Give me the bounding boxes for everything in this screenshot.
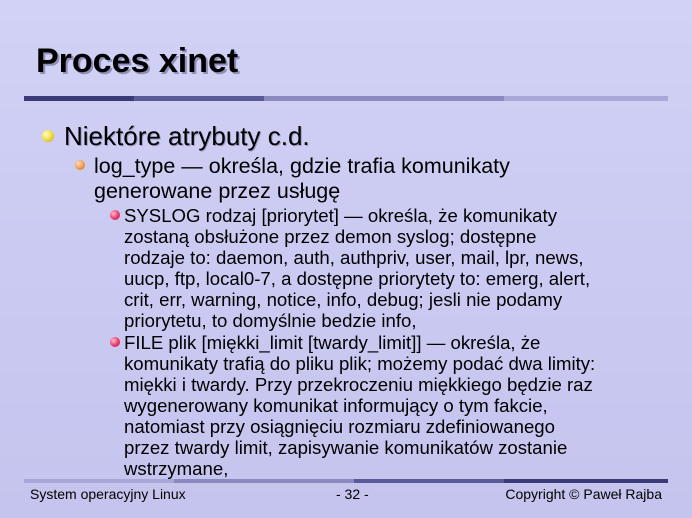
footer-page-number: - 32 - — [336, 486, 369, 502]
orange-ball-bullet-icon — [75, 160, 85, 170]
footer-divider — [0, 479, 692, 485]
level2-bullet-text: log_type — określa, gdzie trafia komunikaty generowane przez usługę — [94, 154, 510, 203]
level3-bullet-text-syslog: SYSLOG rodzaj [priorytet] — określa, że komunikaty zostaną obsłużone przez demon syslog; dostępne rodzaje to: daemon, auth, authpriv, user, mail, lpr, news, uucp, ftp, local0-7, a dostępne priorytety to: emerg, alert, crit, err, warning, notice, info, debug; jesli nie podamy priorytetu, to domyślnie bedzie info, — [124, 205, 591, 331]
footer-copyright: Copyright © Paweł Rajba — [505, 486, 662, 502]
level1-bullet-text: Niektóre atrybuty c.d. — [64, 121, 310, 151]
level3-bullet-text-file: FILE plik [miękki_limit [twardy_limit]] — określa, że komunikaty trafią do pliku plik; możemy podać dwa limity: miękki i twardy. Przy przekroczeniu miękkiego będzie raz wygenerowany komunikat informujący o tym fakcie, natomiast przy osiągnięciu rozmiaru zdefiniowanego przez twardy limit, zapisywanie komunikatów zostanie wstrzymane, — [124, 332, 596, 479]
footer-course-name: System operacyjny Linux — [30, 486, 186, 502]
pink-ball-bullet-icon — [110, 210, 120, 220]
title-divider — [0, 96, 692, 102]
yellow-ball-bullet-icon — [42, 130, 54, 142]
pink-ball-bullet-icon — [110, 337, 120, 347]
slide-title: Proces xinet — [36, 42, 239, 80]
